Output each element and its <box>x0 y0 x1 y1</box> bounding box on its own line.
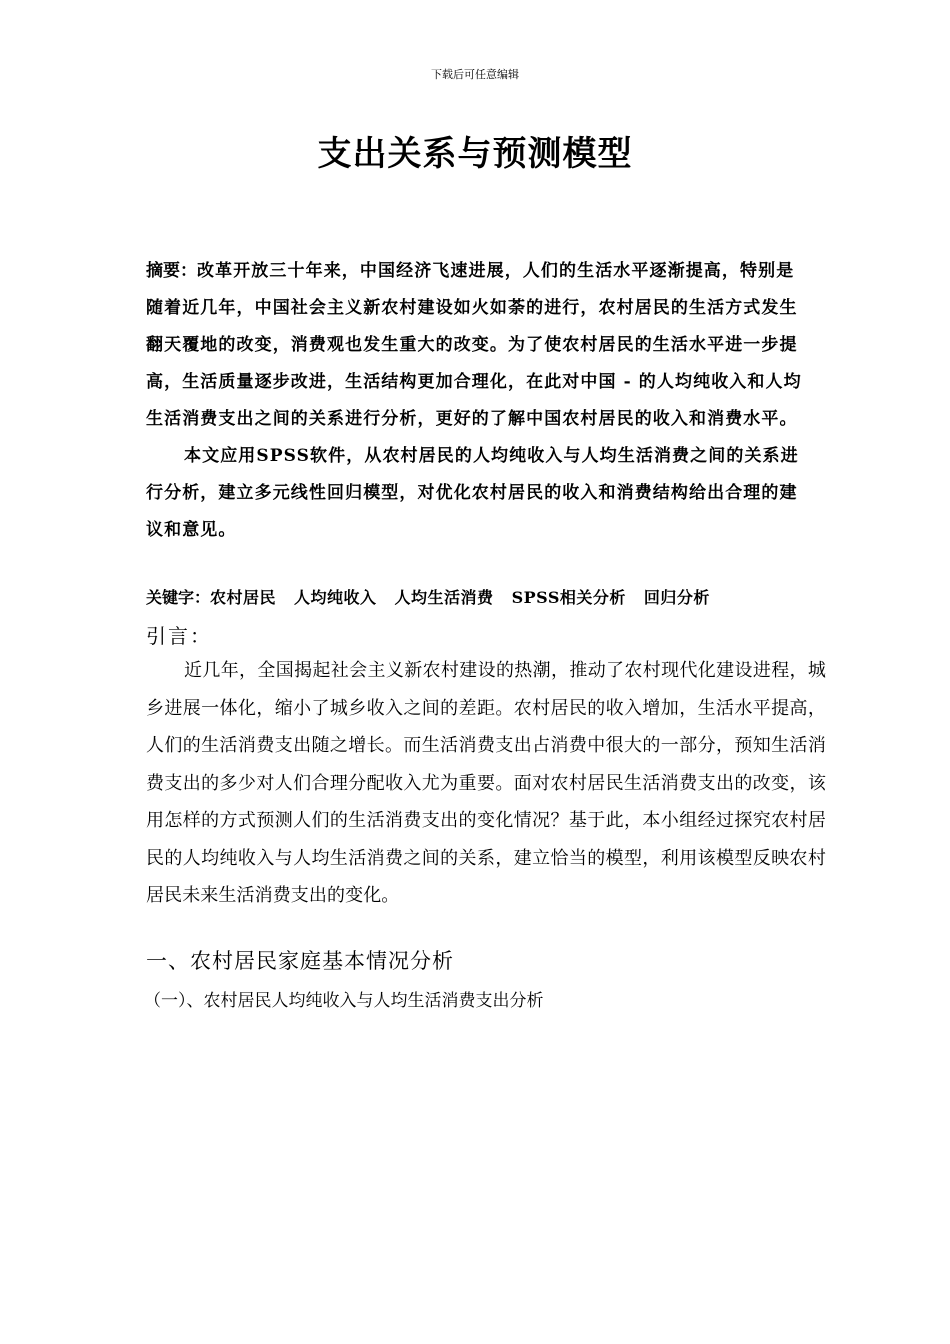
keyword-item: SPSS相关分析 <box>511 588 626 607</box>
abstract-paragraph-2: 本文应用SPSS软件，从农村居民的人均纯收入与人均生活消费之间的关系进行分析，建立多元线性回归模型，对优化农村居民的收入和消费结构给出合理的建议和意见。 <box>146 446 799 540</box>
abstract-label: 摘要： <box>146 261 197 281</box>
document-title: 支出关系与预测模型 <box>317 134 633 174</box>
abstract-text-1: 改革开放三十年来，中国经济飞速进展，人们的生活水平逐渐提高，特别是随着近几年，中国社会主义新农村建设如火如荼的进行，农村居民的生活方式发生翻天覆地的改变，消费观也发生重大的改变。为了使农村居民的生活水平进一步提高，生活质量逐步改进，生活结构更加合理化，在此对中国 - 的人均纯收入和人均生活消费支出之间的关系进行分析，更好的了解中国农村居民的收入和消费水平。 <box>146 261 802 429</box>
keyword-item: 回归分析 <box>643 588 710 607</box>
subsection-1-1-heading: （一）、农村居民人均纯收入与人均生活消费支出分析 <box>144 991 544 1011</box>
keyword-item: 人均纯收入 <box>294 588 377 607</box>
keywords-label: 关键字： <box>146 588 211 607</box>
abstract-section <box>146 253 806 549</box>
intro-heading: 引言： <box>146 624 212 648</box>
keywords-line <box>146 585 826 608</box>
page-header: 下载后可任意编辑 <box>431 68 519 81</box>
keyword-item: 农村居民 <box>210 588 277 607</box>
keyword-item: 人均生活消费 <box>394 588 494 607</box>
abstract-paragraph-1 <box>146 253 806 438</box>
intro-paragraph: 近几年，全国揭起社会主义新农村建设的热潮，推动了农村现代化建设进程，城乡进展一体化，缩小了城乡收入之间的差距。农村居民的收入增加，生活水平提高，人们的生活消费支出随之增长。而生活消费支出占消费中很大的一部分，预知生活消费支出的多少对人们合理分配收入尤为重要。面对农村居民生活消费支出的改变，该用怎样的方式预测人们的生活消费支出的变化情况？基于此，本小组经过探究农村居民的人均纯收入与人均生活消费之间的关系，建立恰当的模型，利用该模型反映农村居民未来生活消费支出的变化。 <box>146 660 826 906</box>
section-1-heading: 一、农村居民家庭基本情况分析 <box>146 949 454 973</box>
